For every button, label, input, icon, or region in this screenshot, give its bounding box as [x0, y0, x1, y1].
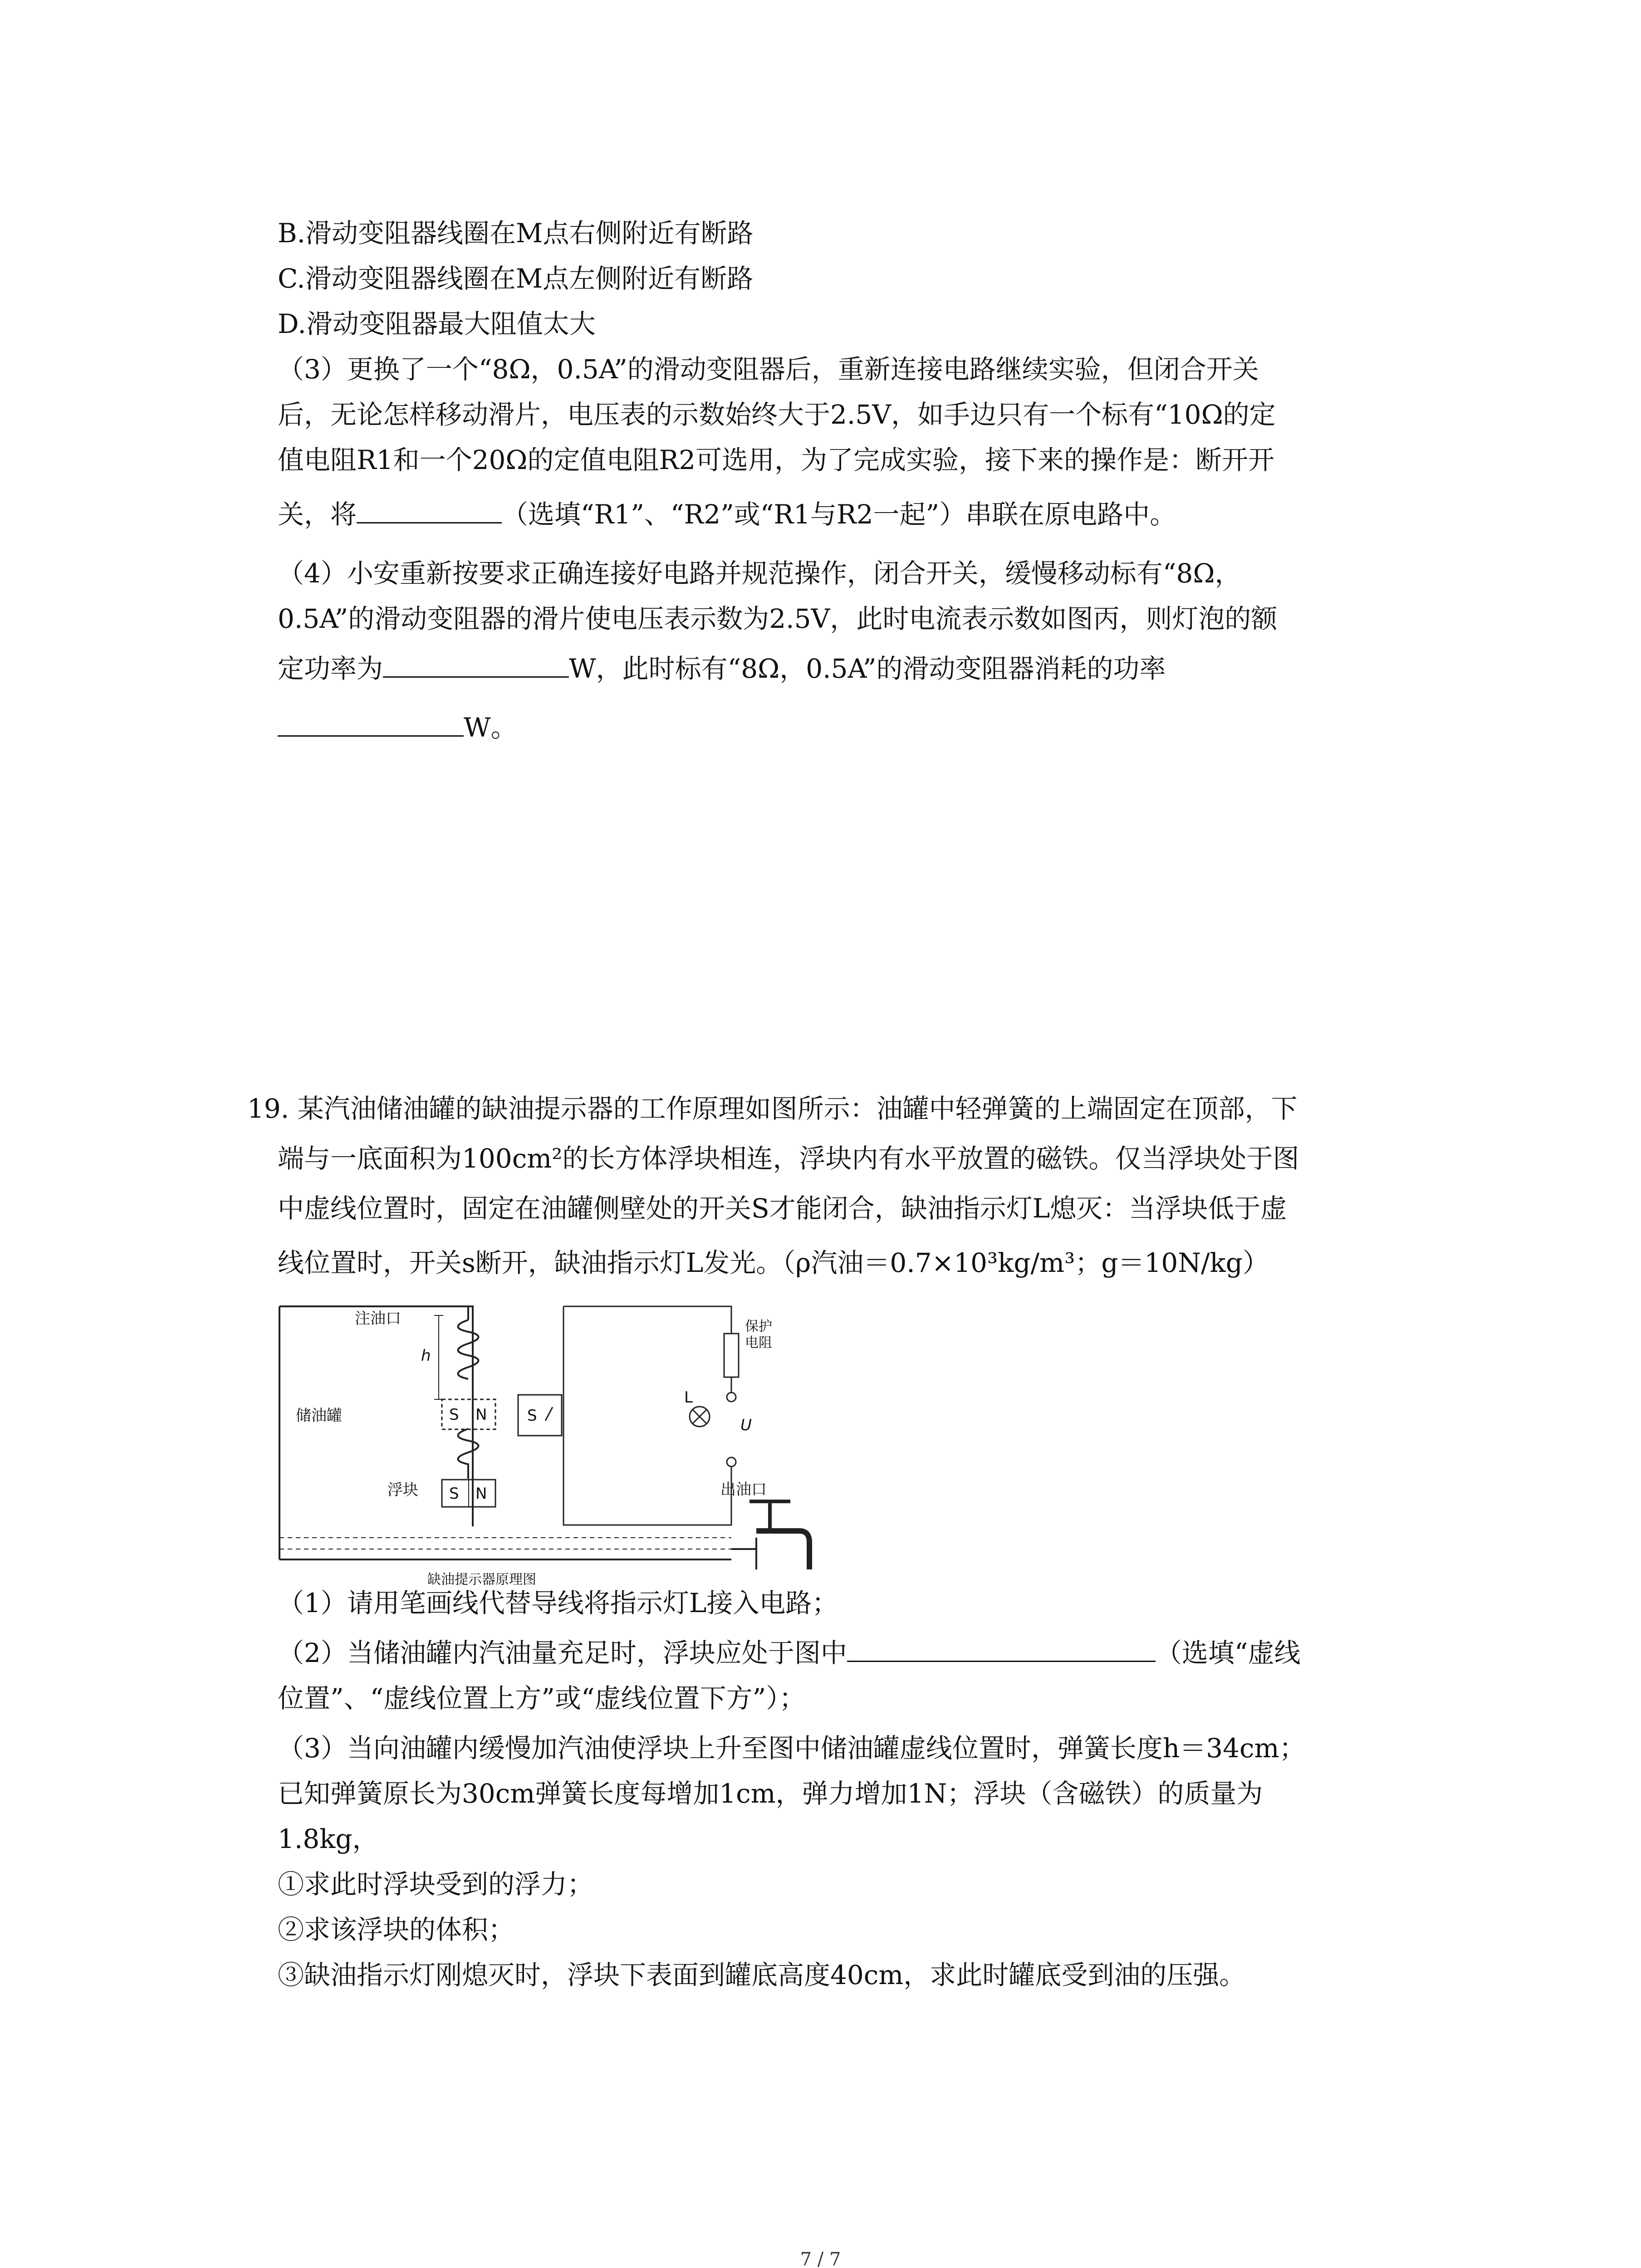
- q19-item2: ②求该浮块的体积；: [278, 1914, 515, 1945]
- terminal-2: [727, 1457, 736, 1466]
- answer-blank-resistor[interactable]: [357, 499, 502, 523]
- circuit-top-wire: [563, 1306, 731, 1334]
- q19-sub3-line2: 已知弹簧原长为30cm弹簧长度每增加1cm，弹力增加1N；浮块（含磁铁）的质量为: [278, 1778, 1263, 1809]
- label-resistor-1: 保护: [745, 1319, 772, 1334]
- circuit-bottom-wire: [563, 1306, 731, 1525]
- q19-item1: ①求此时浮块受到的浮力；: [278, 1869, 594, 1900]
- label-tank: 储油罐: [296, 1407, 342, 1425]
- part3-line4-prefix: 关，将: [278, 499, 357, 530]
- label-outlet: 出油口: [720, 1481, 767, 1499]
- part4-line1: （4）小安重新按要求正确连接好电路并规范操作，闭合开关，缓慢移动标有“8Ω，: [278, 558, 1241, 589]
- label-float-n: N: [475, 1485, 487, 1503]
- part3-line4-suffix: （选填“R1”、“R2”或“R1与R2一起”）串联在原电路中。: [502, 499, 1176, 530]
- answer-blank-rated-power[interactable]: [383, 653, 569, 678]
- q19-sub2-line2: 位置”、“虚线位置上方”或“虚线位置下方”）；: [278, 1683, 806, 1714]
- terminal-1: [727, 1393, 736, 1402]
- switch-blade: [545, 1407, 553, 1421]
- q19-sub3-line1: （3）当向油罐内缓慢加汽油使浮块上升至图中储油罐虚线位置时，弹簧长度h＝34cm；: [278, 1733, 1306, 1764]
- part3-line2: 后，无论怎样移动滑片，电压表的示数始终大于2.5V，如手边只有一个标有“10Ω的定: [278, 399, 1276, 430]
- label-resistor-2: 电阻: [745, 1335, 772, 1351]
- label-dashed-s: S: [449, 1406, 459, 1424]
- faucet-handle: [749, 1501, 790, 1529]
- label-dashed-n: N: [475, 1406, 487, 1424]
- label-u: U: [740, 1416, 752, 1434]
- q19-line1: 19. 某汽油储油罐的缺油提示器的工作原理如图所示：油罐中轻弹簧的上端固定在顶部，下: [247, 1093, 1298, 1124]
- label-h: h: [421, 1347, 431, 1365]
- part4-line4-suffix: W。: [464, 712, 517, 743]
- label-float: 浮块: [387, 1481, 418, 1499]
- page-number: 7 / 7: [800, 2249, 841, 2268]
- q19-line2: 端与一底面积为100cm²的长方体浮块相连，浮块内有水平放置的磁铁。仅当浮块处于图: [278, 1143, 1299, 1174]
- part4-line3: [278, 652, 1166, 685]
- q19-sub3-line3: 1.8kg，: [278, 1823, 379, 1854]
- q19-line3: 中虚线位置时，固定在油罐侧壁处的开关S才能闭合，缺油指示灯L熄灭：当浮块低于虚: [278, 1193, 1287, 1224]
- part3-line4: [278, 498, 1176, 531]
- part4-line3-suffix: W，此时标有“8Ω，0.5A”的滑动变阻器消耗的功率: [569, 653, 1166, 684]
- part4-line3-prefix: 定功率为: [278, 653, 383, 684]
- diagram-caption: 缺油提示器原理图: [427, 1572, 536, 1588]
- option-d: D.滑动变阻器最大阻值太大: [278, 308, 596, 339]
- answer-blank-rheostat-power[interactable]: [278, 712, 464, 737]
- faucet-body: [731, 1538, 756, 1569]
- answer-blank-float-position[interactable]: [847, 1637, 1156, 1662]
- part4-line4: [278, 711, 517, 744]
- protective-resistor: [724, 1334, 739, 1377]
- option-c: C.滑动变阻器线圈在M点左侧附近有断路: [278, 263, 754, 294]
- q19-sub2-suffix: （选填“虚线: [1155, 1637, 1301, 1668]
- label-switch: S: [527, 1407, 537, 1425]
- part3-line3: 值电阻R1和一个20Ω的定值电阻R2可选用，为了完成实验，接下来的操作是：断开开: [278, 445, 1275, 475]
- switch-box: [518, 1395, 562, 1436]
- spring-lower: [458, 1429, 479, 1479]
- q19-item3: ③缺油指示灯刚熄灭时，浮块下表面到罐底高度40cm，求此时罐底受到油的压强。: [278, 1960, 1246, 1990]
- label-float-s: S: [449, 1485, 459, 1503]
- q19-sub2-prefix: （2）当储油罐内汽油量充足时，浮块应处于图中: [278, 1637, 847, 1668]
- indicator-diagram: [278, 1302, 818, 1592]
- q19-sub2-line1: [278, 1637, 1301, 1669]
- label-lamp: L: [684, 1388, 693, 1407]
- part3-line1: （3）更换了一个“8Ω，0.5A”的滑动变阻器后，重新连接电路继续实验，但闭合开关: [278, 354, 1259, 385]
- option-b: B.滑动变阻器线圈在M点右侧附近有断路: [278, 218, 754, 249]
- faucet-spout: [756, 1531, 809, 1569]
- part4-line2: 0.5A”的滑动变阻器的滑片使电压表示数为2.5V，此时电流表示数如图丙，则灯泡的额: [278, 603, 1278, 634]
- q19-sub1: （1）请用笔画线代替导线将指示灯L接入电路；: [278, 1588, 838, 1618]
- label-inlet: 注油口: [355, 1310, 401, 1328]
- spring-upper: [458, 1320, 479, 1379]
- q19-line4: 线位置时，开关s断开，缺油指示灯L发光。（ρ汽油＝0.7×10³kg/m³；g＝10N/kg）: [278, 1247, 1269, 1278]
